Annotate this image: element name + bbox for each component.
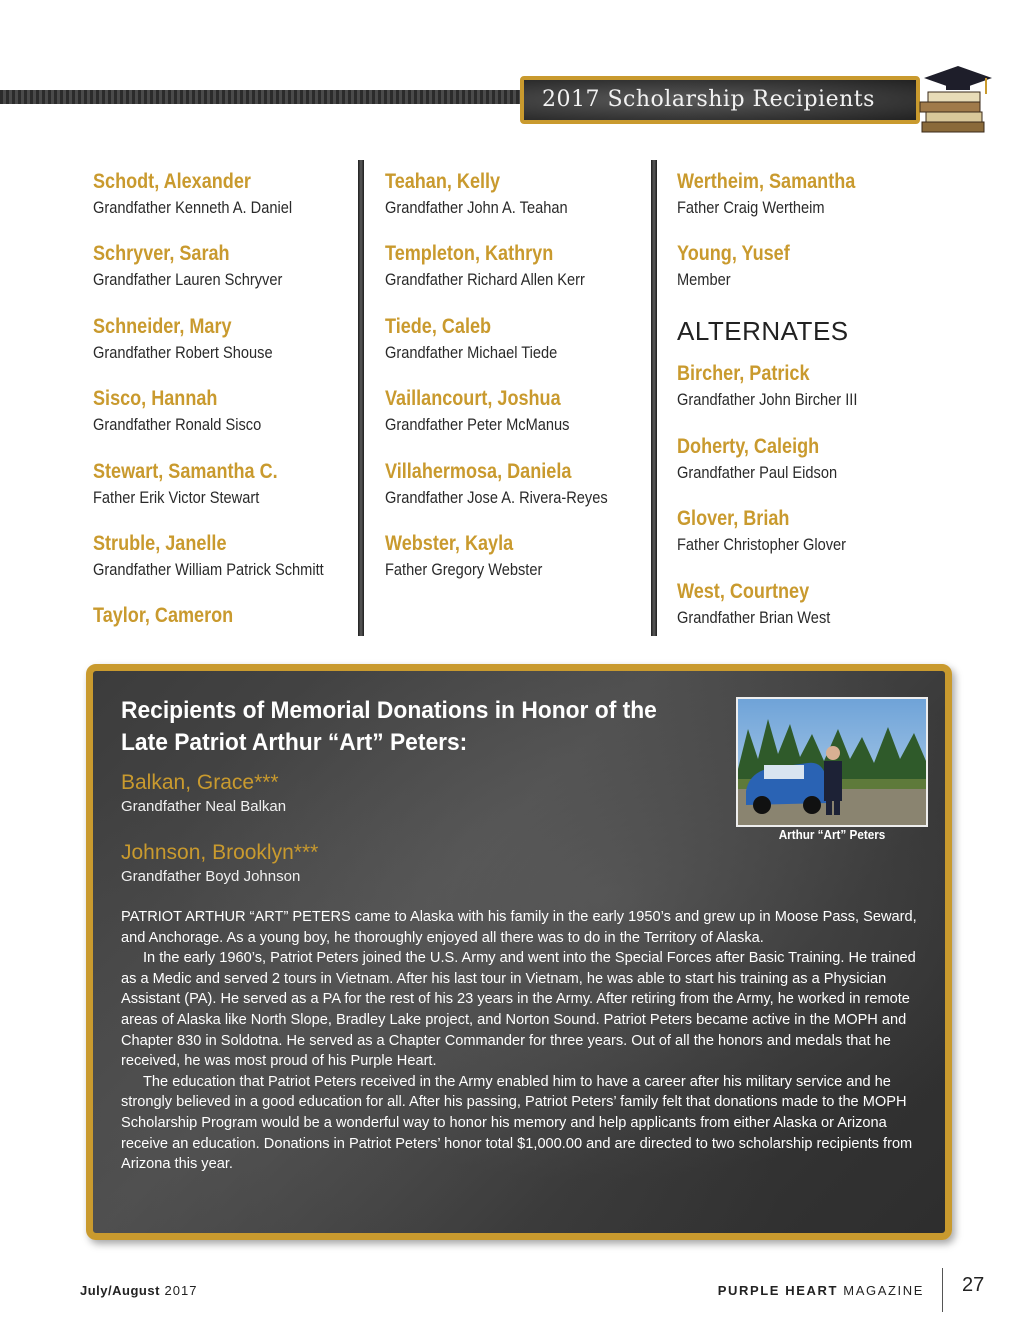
recipient-name: Teahan, Kelly — [385, 170, 501, 193]
memorial-recipient-name: Balkan, Grace*** — [121, 771, 279, 794]
recipient-entry — [385, 168, 645, 240]
footer-magazine — [718, 1283, 924, 1298]
recipient-name: Stewart, Samantha C. — [93, 459, 278, 483]
recipient-relation: Grandfather Ronald Sisco — [93, 415, 262, 435]
recipient-name: Schneider, Mary — [93, 314, 232, 338]
footer-issue — [80, 1283, 197, 1298]
story-paragraph: In the early 1960’s, Patriot Peters joined the U.S. Army and went into the Special Forces after Basic Training. He trained as a Medic and served 2 tours in Vietnam. After his last tour in Vietnam, he was able to start his training as a Physician Assistant (PA). He served as a PA for the rest of his 23 years in the Army. After retiring from the Army, he worked in remote areas of Alaska like North Slope, Bradley Lake project, and Norton Sound. Patriot Peters became active in the MOPH and Chapter 830 in Soldotna. He served as a Chapter Commander for three years. Out of all the honors and medals that he received, he was most proud of his Purple Heart. — [121, 950, 916, 1070]
memorial-title: Recipients of Memorial Donations in Honor of the Late Patriot Arthur “Art” Peters: — [121, 697, 657, 756]
recipient-entry — [385, 458, 645, 530]
recipient-relation: Grandfather Richard Allen Kerr — [385, 270, 585, 290]
recipient-column-2 — [385, 168, 645, 602]
recipient-name: Taylor, Cameron — [93, 604, 234, 628]
recipient-relation: Grandfather Kenneth A. Daniel — [93, 198, 293, 217]
magazine-name-light: MAGAZINE — [843, 1283, 924, 1298]
recipient-relation: Grandfather Lauren Schryver — [93, 270, 283, 290]
recipient-entry — [385, 385, 645, 457]
recipient-name: Webster, Kayla — [385, 531, 514, 555]
recipient-relation: Grandfather Robert Shouse — [93, 342, 273, 362]
alternate-entry — [677, 433, 937, 505]
recipient-relation: Father Erik Victor Stewart — [93, 487, 260, 507]
alternate-name: West, Courtney — [677, 579, 810, 603]
memorial-story — [121, 907, 921, 1175]
recipient-relation: Grandfather Michael Tiede — [385, 342, 558, 362]
recipient-column-1 — [93, 168, 353, 675]
alternate-entry — [677, 505, 937, 577]
story-paragraph: The education that Patriot Peters received in the Army enabled him to have a career after his military service and he strongly believed in a good education for all. After his passing, Patriot Peters’ family felt that donations made to the MOPH Scholarship Program would be a wonderful way to honor his memory and help applicants from either Alaska or Arizona receive an education. Donations in Patriot Peters’ honor total $1,000.00 and are directed to two scholarship recipients from Arizona this year. — [121, 1073, 913, 1173]
alternate-entry — [677, 578, 937, 650]
photo-caption: Arthur “Art” Peters — [778, 827, 886, 842]
recipient-entry — [93, 530, 353, 602]
recipient-name: Schryver, Sarah — [93, 242, 230, 266]
section-banner: 2017 Scholarship Recipients — [520, 76, 920, 124]
recipient-entry — [93, 168, 353, 240]
recipient-entry — [93, 385, 353, 457]
alternate-name: Doherty, Caleigh — [677, 434, 820, 458]
recipient-name: Young, Yusef — [677, 242, 790, 266]
footer-divider — [942, 1268, 943, 1312]
recipient-relation: Grandfather John A. Teahan — [385, 198, 568, 217]
alternate-relation: Grandfather Paul Eidson — [677, 462, 838, 482]
recipient-name: Tiede, Caleb — [385, 314, 492, 338]
memorial-donations-panel — [86, 664, 952, 1240]
memorial-recipient-name: Johnson, Brooklyn*** — [121, 841, 319, 864]
recipient-entry — [385, 240, 645, 312]
recipient-entry — [93, 458, 353, 530]
memorial-recipient-relation: Grandfather Boyd Johnson — [121, 868, 301, 885]
alternate-relation: Grandfather John Bircher III — [677, 390, 858, 410]
recipient-relation: Member — [677, 270, 731, 290]
header-stripe — [0, 90, 540, 104]
page-number: 27 — [962, 1274, 985, 1296]
alternate-relation: Grandfather Brian West — [677, 607, 831, 627]
column-divider — [651, 160, 657, 636]
recipient-entry — [385, 313, 645, 385]
recipient-name: Vaillancourt, Joshua — [385, 387, 561, 411]
alternate-relation: Father Christopher Glover — [677, 535, 847, 555]
story-paragraph: PATRIOT ARTHUR “ART” PETERS came to Alaska with his family in the early 1950’s and grew up in Moose Pass, Seward, and Anchorage. As a young boy, he thoroughly enjoyed all there was to do in the Territory of Alaska. — [121, 909, 917, 946]
recipient-name: Villahermosa, Daniela — [385, 459, 572, 483]
recipient-name: Wertheim, Samantha — [677, 170, 856, 193]
alternate-name: Bircher, Patrick — [677, 362, 810, 386]
recipient-relation: Father Gregory Webster — [385, 559, 543, 579]
graduation-books-icon — [916, 58, 994, 138]
alternates-heading: ALTERNATES — [677, 316, 849, 347]
recipient-entry — [677, 168, 937, 240]
recipient-relation: Grandfather Jose A. Rivera-Reyes — [385, 487, 608, 507]
alternate-name: Glover, Briah — [677, 507, 790, 531]
recipient-name: Schodt, Alexander — [93, 170, 251, 193]
issue-month: July/August — [80, 1283, 160, 1298]
recipient-entry — [93, 313, 353, 385]
recipient-entry — [677, 240, 937, 308]
recipient-name: Templeton, Kathryn — [385, 242, 554, 266]
arthur-peters-photo — [736, 697, 928, 827]
recipient-entry — [93, 240, 353, 312]
memorial-recipient-relation: Grandfather Neal Balkan — [121, 798, 287, 815]
recipient-name: Struble, Janelle — [93, 531, 227, 555]
recipient-relation: Grandfather Peter McManus — [385, 415, 570, 435]
recipient-name: Sisco, Hannah — [93, 387, 218, 411]
recipient-entry — [385, 530, 645, 602]
recipient-relation: Grandfather William Patrick Schmitt — [93, 559, 324, 579]
issue-year: 2017 — [164, 1283, 198, 1298]
column-divider — [358, 160, 364, 636]
recipient-relation: Father Craig Wertheim — [677, 198, 825, 217]
recipient-column-3 — [677, 168, 937, 650]
alternate-entry — [677, 360, 937, 432]
magazine-name-bold: PURPLE HEART — [717, 1283, 839, 1298]
